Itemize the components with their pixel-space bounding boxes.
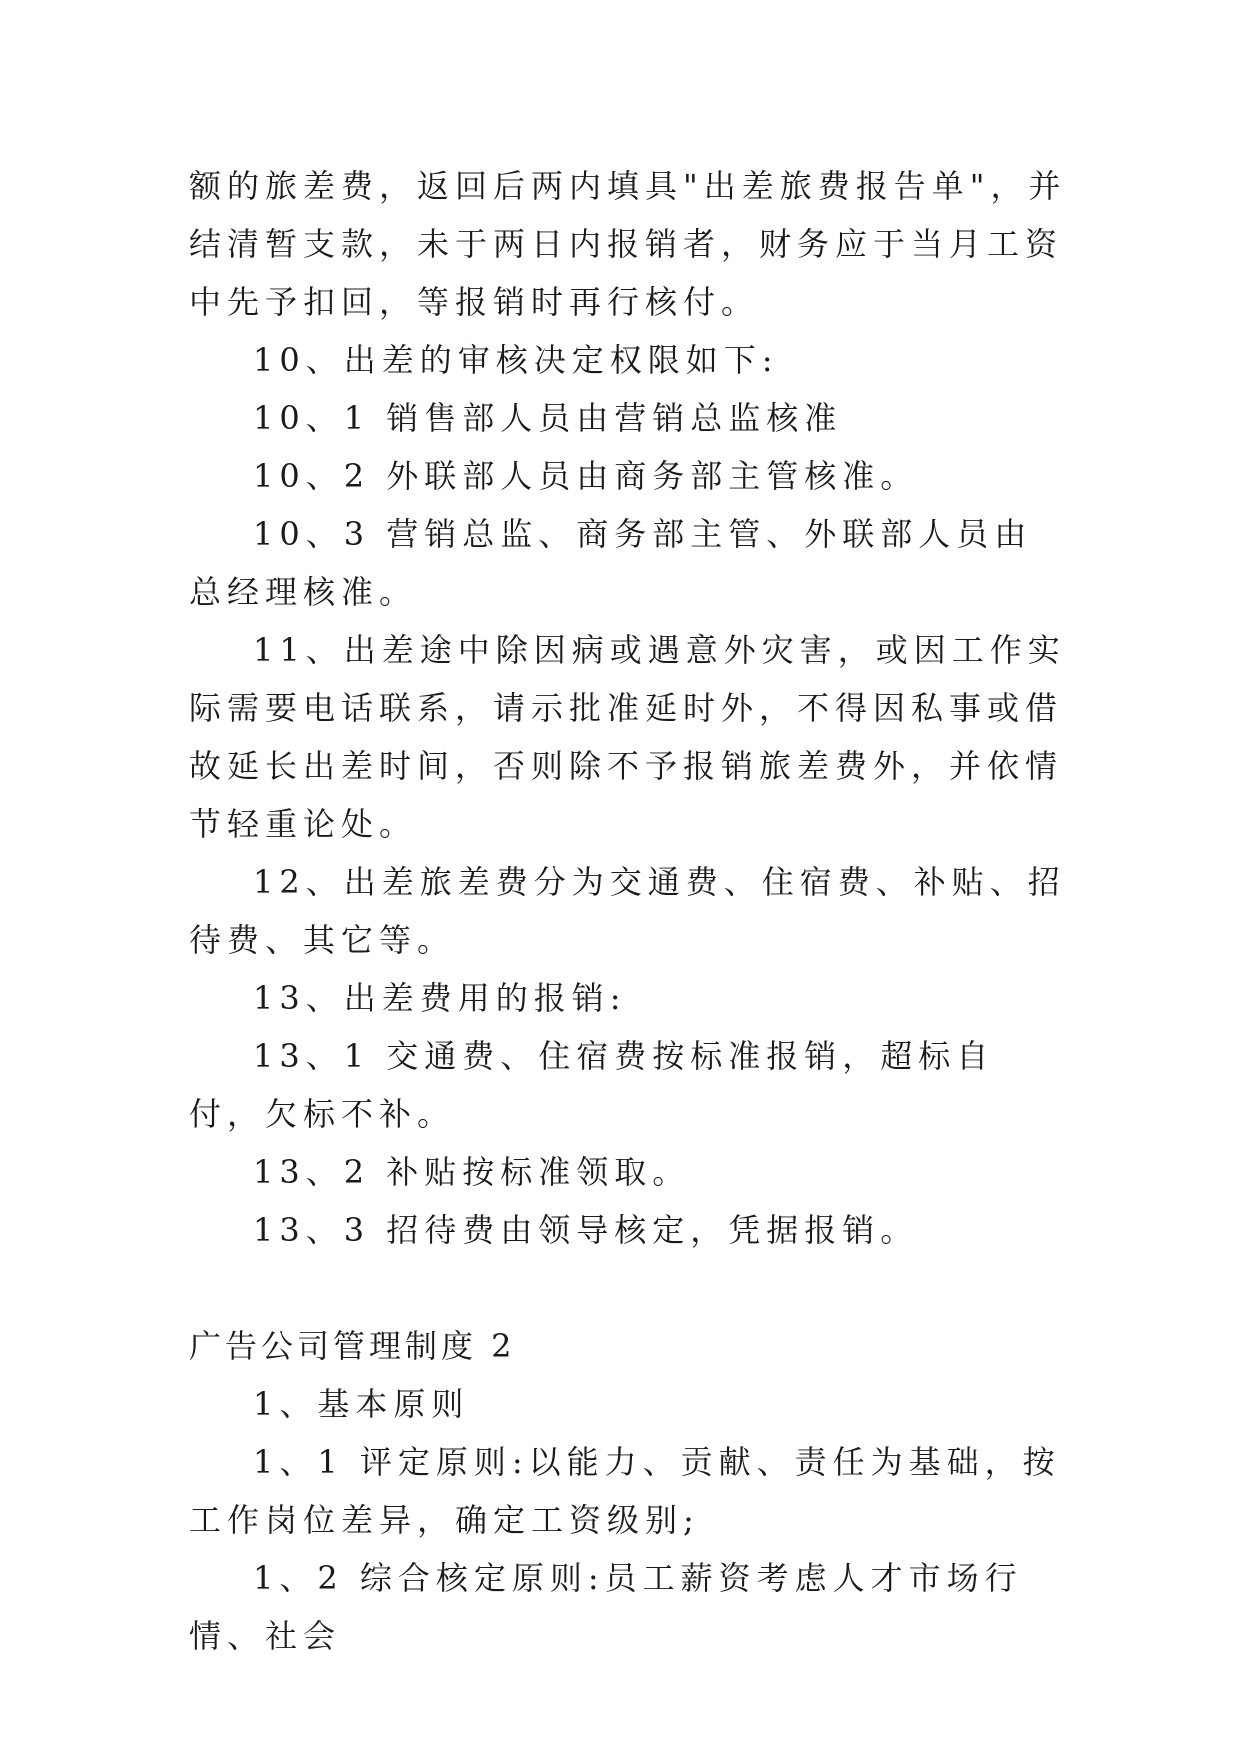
- paragraph: 13、2 补贴按标准领取。: [253, 1153, 691, 1191]
- paragraph: 10、3 营销总监、商务部主管、外联部人员由总经理核准。: [189, 515, 1033, 611]
- paragraph: 10、出差的审核决定权限如下:: [253, 341, 779, 379]
- document-body: [189, 157, 1069, 1665]
- paragraph: 1、1 评定原则:以能力、贡献、责任为基础，按工作岗位差异，确定工资级别;: [189, 1443, 1061, 1539]
- paragraph: 11、出差途中除因病或遇意外灾害，或因工作实际需要电话联系，请示批准延时外，不得因私事或借故延长出差时间，否则除不予报销旅差费外，并依情节轻重论处。: [189, 631, 1066, 843]
- paragraph: 10、2 外联部人员由商务部主管核准。: [253, 457, 919, 495]
- paragraph: 1、基本原则: [253, 1385, 470, 1423]
- paragraph: 12、出差旅差费分为交通费、住宿费、补贴、招待费、其它等。: [189, 863, 1066, 959]
- section-heading: 广告公司管理制度 2: [189, 1327, 516, 1365]
- paragraph: 额的旅差费，返回后两内填具"出差旅费报告单"，并结清暂支款，未于两日内报销者，财务应于当月工资中先予扣回，等报销时再行核付。: [189, 167, 1067, 321]
- paragraph: 1、2 综合核定原则:员工薪资考虑人才市场行情、社会: [189, 1559, 1023, 1655]
- paragraph: 13、出差费用的报销:: [253, 979, 627, 1017]
- paragraph: 13、3 招待费由领导核定，凭据报销。: [253, 1211, 919, 1249]
- paragraph: 13、1 交通费、住宿费按标准报销，超标自付，欠标不补。: [189, 1037, 995, 1133]
- paragraph: 10、1 销售部人员由营销总监核准: [253, 399, 843, 437]
